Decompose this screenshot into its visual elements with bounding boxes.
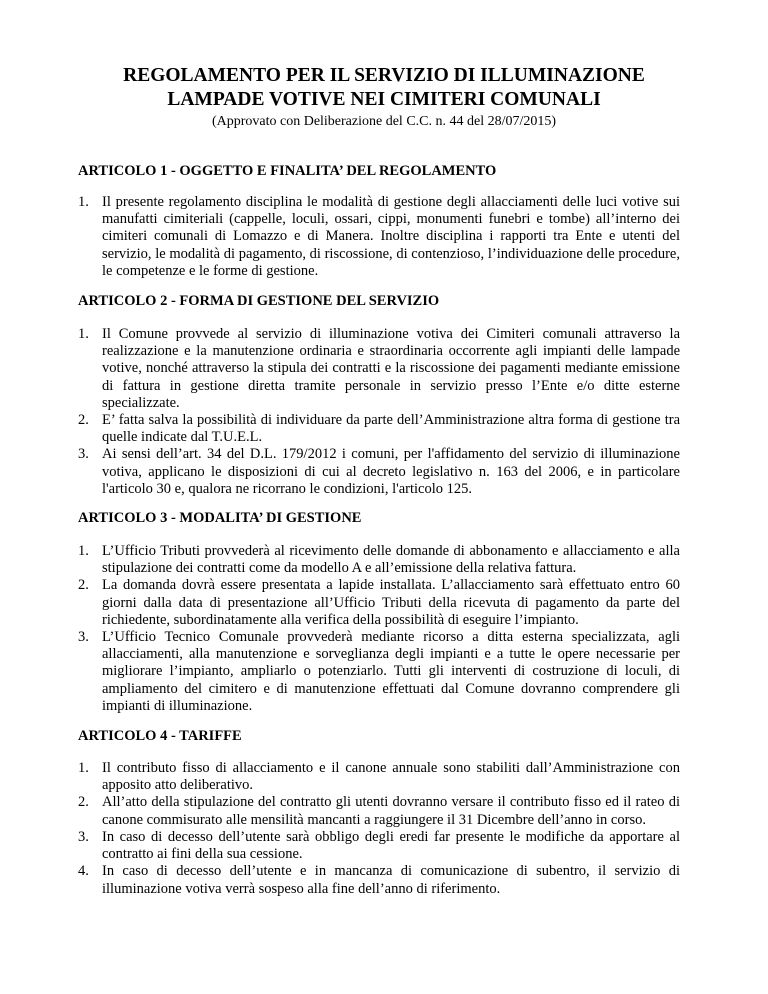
item-number: 1. xyxy=(78,760,89,777)
item-text: In caso di decesso dell’utente e in mancanza di comunicazione di subentro, il servizio di illuminazione votiva verrà sospeso alla fine dell’anno di riferimento. xyxy=(102,863,680,897)
item-text: La domanda dovrà essere presentata a lapide installata. L’allacciamento sarà effettuato entro 60 giorni dalla data di presentazione all’Ufficio Tributi della ricevuta di pagamento da parte del richiedente, subordinatamente alla verifica della possibilità di eseguire l’impianto. xyxy=(102,577,680,628)
list-item xyxy=(78,577,680,629)
article-3-heading: ARTICOLO 3 - MODALITA’ DI GESTIONE xyxy=(78,510,362,527)
item-number: 3. xyxy=(78,828,89,845)
article-3-list xyxy=(78,543,680,715)
list-item xyxy=(78,760,680,794)
item-number: 1. xyxy=(78,194,89,210)
list-item xyxy=(78,194,680,280)
item-number: 3. xyxy=(78,629,89,646)
list-item xyxy=(78,829,680,863)
document-title xyxy=(78,64,680,112)
item-text: Ai sensi dell’art. 34 del D.L. 179/2012 i comuni, per l'affidamento del servizio di illuminazione votiva, applicano le disposizioni di cui al decreto legislativo n. 163 del 2006, e in particolare l'articolo 30 e, qualora ne ricorrano le condizioni, l'articolo 125. xyxy=(102,446,680,497)
list-item xyxy=(78,629,680,715)
article-4-list xyxy=(78,760,680,898)
item-text: E’ fatta salva la possibilità di individuare da parte dell’Amministrazione altra forma di gestione tra quelle indicate dal T.U.E.L. xyxy=(102,412,680,446)
article-1-heading: ARTICOLO 1 - OGGETTO E FINALITA’ DEL REGOLAMENTO xyxy=(78,163,497,179)
article-1 xyxy=(78,162,680,280)
approval-note: (Approvato con Deliberazione del C.C. n. 44 del 28/07/2015) xyxy=(211,114,557,129)
item-text: L’Ufficio Tecnico Comunale provvederà mediante ricorso a ditta esterna specializzata, agli allacciamenti, alla manutenzione e sorveglianza degli impianti e a tutte le opere necessarie per migliorare l’impianto, ampliarlo o potenziarlo. Tutti gli interventi di costruzione di loculi, di ampliamento del cimitero e di manutenzione effettuati dal Comune dovranno comprendere gli impianti di illuminazione. xyxy=(102,629,680,714)
item-text: In caso di decesso dell’utente sarà obbligo degli eredi far presente le modifiche da apportare al contratto ai fini della sua cessione. xyxy=(102,828,680,863)
list-item xyxy=(78,412,680,446)
item-text: Il presente regolamento disciplina le modalità di gestione degli allacciamenti delle luci votive sui manufatti cimiteriali (cappelle, loculi, ossari, cippi, monumenti funebri e tombe) all’interno dei cimiteri comunali di Lomazzo e di Manera. Inoltre disciplina i rapporti tra Ente e utenti del servizio, le modalità di pagamento, di riscossione, di contenzioso, l’individuazione delle procedure, le competenze e le forme di gestione. xyxy=(102,194,680,279)
item-number: 4. xyxy=(78,863,89,880)
article-2-list xyxy=(78,326,680,498)
item-number: 2. xyxy=(78,794,89,811)
item-text: All’atto della stipulazione del contratto gli utenti dovranno versare il contributo fisso ed il rateo di canone commisurato alle mensilità mancanti a raggiungere il 31 Dicembre dell’anno in corso. xyxy=(102,794,680,828)
list-item xyxy=(78,326,680,412)
article-4 xyxy=(78,727,680,898)
title-line-1: REGOLAMENTO PER IL SERVIZIO DI ILLUMINAZIONE xyxy=(123,65,645,86)
item-text: L’Ufficio Tributi provvederà al ricevimento delle domande di abbonamento e allacciamento e alla stipulazione dei contratti come da modello A e all’emissione della relativa fattura. xyxy=(102,543,680,577)
title-line-2: LAMPADE VOTIVE NEI CIMITERI COMUNALI xyxy=(167,89,601,110)
list-item xyxy=(78,794,680,828)
item-number: 2. xyxy=(78,412,89,429)
list-item xyxy=(78,446,680,498)
item-number: 2. xyxy=(78,577,89,594)
article-2 xyxy=(78,292,680,498)
item-text: Il contributo fisso di allacciamento e il canone annuale sono stabiliti dall’Amministrazione con apposito atto deliberativo. xyxy=(102,760,680,794)
article-4-heading: ARTICOLO 4 - TARIFFE xyxy=(78,728,242,745)
item-number: 1. xyxy=(78,543,89,560)
item-number: 3. xyxy=(78,446,89,463)
item-number: 1. xyxy=(78,326,89,343)
article-2-heading: ARTICOLO 2 - FORMA DI GESTIONE DEL SERVIZIO xyxy=(78,293,440,310)
list-item xyxy=(78,863,680,897)
article-1-list xyxy=(78,194,680,280)
item-text: Il Comune provvede al servizio di illuminazione votiva dei Cimiteri comunali attraverso la realizzazione e la manutenzione ordinaria e straordinaria occorrente agli impianti delle lampade votive, nonché attraverso la stipula dei contratti e la riscossione dei pagamenti mediante emissione di fattura in gestione diretta tramite personale in servizio presso l’Ente e/o ditte esterne specializzate. xyxy=(102,326,680,411)
list-item xyxy=(78,543,680,577)
article-3 xyxy=(78,509,680,715)
